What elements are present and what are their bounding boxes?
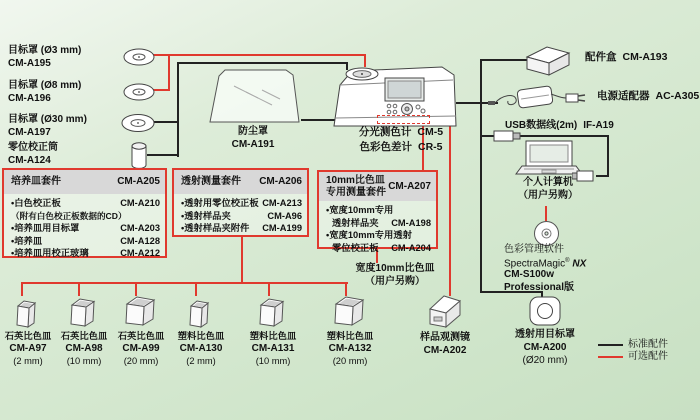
cuvette-icon [69,293,99,330]
ac-adapter-name: 电源适配器 [597,90,650,102]
kit-item: •透射用零位校正板 CM-A213 [181,198,302,208]
connector-standard-line [177,62,179,157]
target-mask-30mm-model: CM-A197 [8,127,51,138]
kit-header [319,172,436,201]
connector-optional-line [168,54,170,91]
kit-item: •宽度10mm专用 [326,205,394,215]
cuvette-group: 塑料比色皿 CM-A131 (10 mm) [242,293,304,367]
connector-standard-line [480,59,527,61]
kit-item: •培养皿 CM-A128 [11,235,160,246]
legend-standard-line [598,344,623,346]
zero-calibration-cylinder-label: 零位校正筒 [8,142,58,153]
petri-dish-kit-box [2,168,167,258]
kit-item: •透射样品夹 CM-A96 [181,210,302,221]
kit-items [4,194,165,260]
sample-viewer-icon [426,293,466,331]
zero-calibration-cylinder-model: CM-A124 [8,155,51,166]
kit-item: •培养皿用目标罩 CM-A203 [11,223,160,234]
ac-adapter-model: AC-A305 [655,90,700,102]
target-mask-30mm-label: 目标罩 (Ø30 mm) [8,114,87,125]
target-mask-disc-icon [122,82,156,102]
software-suffix: NX [572,258,587,270]
cuvette-group: 塑料比色皿 CM-A130 (2 mm) [170,294,232,367]
cuvette-group: 石英比色皿 CM-A98 (10 mm) [53,293,115,367]
target-mask-8mm-model: CM-A196 [8,93,51,104]
connector-optional-line [545,206,547,221]
connector-standard-line [607,135,609,177]
ac-adapter-icon [488,80,594,116]
cylinder-icon [130,141,148,171]
pc-label: 个人计算机 [523,177,573,188]
kit-item: （附有白色校正板数据的CD） [11,210,127,221]
kit-items [174,194,307,235]
connector-optional-line [22,282,348,284]
cuvette-group: 塑料比色皿 CM-A132 (20 mm) [319,292,381,367]
kit-title-2: 专用测量套件 [326,186,386,198]
accessory-box-icon [523,43,575,79]
dust-cover-label: 防尘罩 [238,126,268,137]
software-line1: 色彩管理软件 [504,244,564,255]
kit-item: 零位校正板 CM-A204 [332,242,431,253]
pc-note: （用户另购） [518,190,578,201]
kit-item: •培养皿用校正玻璃 CM-A212 [11,248,160,259]
dust-cover-model: CM-A191 [231,139,275,150]
connector-optional-line [241,236,243,284]
cuvette-10mm-kit-box [317,170,438,253]
legend-standard-label: 标准配件 [628,339,668,350]
instrument-model-2: CR-5 [417,141,443,153]
legend-optional-line [598,356,623,358]
software-line4: Professional版 [504,282,575,293]
kit-item: 透射样品夹 CM-A198 [332,217,431,228]
kit-item: •白色校正板 CM-A210 [11,198,160,208]
transmittance-kit-box [172,168,309,237]
transmittance-mask-size: (Ø20 mm) [522,355,568,366]
kit-model: CM-A206 [259,176,302,188]
dust-cover-icon [206,66,302,124]
kit-model: CM-A205 [117,176,160,188]
transmittance-chamber-highlight [377,115,430,124]
cuvette-note-line1: 宽度10mm比色皿 [355,263,435,274]
cuvette-icon [258,293,288,330]
cuvette-note-line2: （用户另购） [365,276,425,287]
cuvette-group: 石英比色皿 CM-A97 (2 mm) [0,294,59,367]
connector-standard-line [480,59,482,293]
instrument-label-1 [345,126,457,139]
target-mask-disc-icon [122,47,156,67]
cuvette-icon [188,294,214,330]
legend-optional-label: 可选配件 [628,351,668,362]
instrument-label-2 [345,141,457,154]
accessory-box-model: CM-A193 [622,51,668,63]
sample-viewer-label: 样品观测镜 [420,332,470,343]
connector-optional-line [153,54,366,56]
usb-cable-name: USB数据线(2m) [505,120,578,131]
software-reg-mark: ® [565,258,570,264]
usb-cable-model: IF-A19 [583,120,614,131]
software-brand: SpectraMagic [504,258,566,270]
instrument-name-2: 色彩色差计 [359,141,412,153]
target-mask-3mm-label: 目标罩 (Ø3 mm) [8,45,82,56]
kit-item: •透射样品夹附件 CM-A199 [181,223,302,234]
kit-title: 透射测量套件 [181,176,241,188]
instrument-model-1: CM-5 [417,126,444,138]
target-mask-3mm-model: CM-A195 [8,58,51,69]
kit-items [319,201,436,254]
kit-header [4,170,165,194]
ac-adapter-label [597,90,699,103]
software-line3: CM-S100w [504,269,555,280]
cuvette-icon [15,294,41,330]
kit-title: 培养皿套件 [11,176,61,188]
transmittance-mask-model: CM-A200 [523,342,567,353]
cuvette-icon [333,292,367,330]
kit-model: CM-A207 [388,180,431,192]
cuvette-group: 石英比色皿 CM-A99 (20 mm) [110,292,172,367]
instrument-name-1: 分光测色计 [358,126,412,138]
kit-item: •宽度10mm专用透射 [326,230,412,241]
accessory-box-name: 配件盒 [585,51,617,63]
cuvette-icon [124,292,158,330]
kit-header [174,170,307,194]
transmittance-mask-label: 透射用目标罩 [515,329,575,340]
sample-viewer-model: CM-A202 [423,345,467,356]
accessory-box-label [585,51,667,64]
target-mask-disc-icon [120,112,156,134]
target-mask-8mm-label: 目标罩 (Ø8 mm) [8,80,82,91]
kit-title: 10mm比色皿 [326,175,385,186]
connector-standard-line [147,154,179,156]
kit-title-group [326,175,386,198]
connector-standard-line [177,62,348,64]
transmittance-mask-icon [529,296,562,327]
